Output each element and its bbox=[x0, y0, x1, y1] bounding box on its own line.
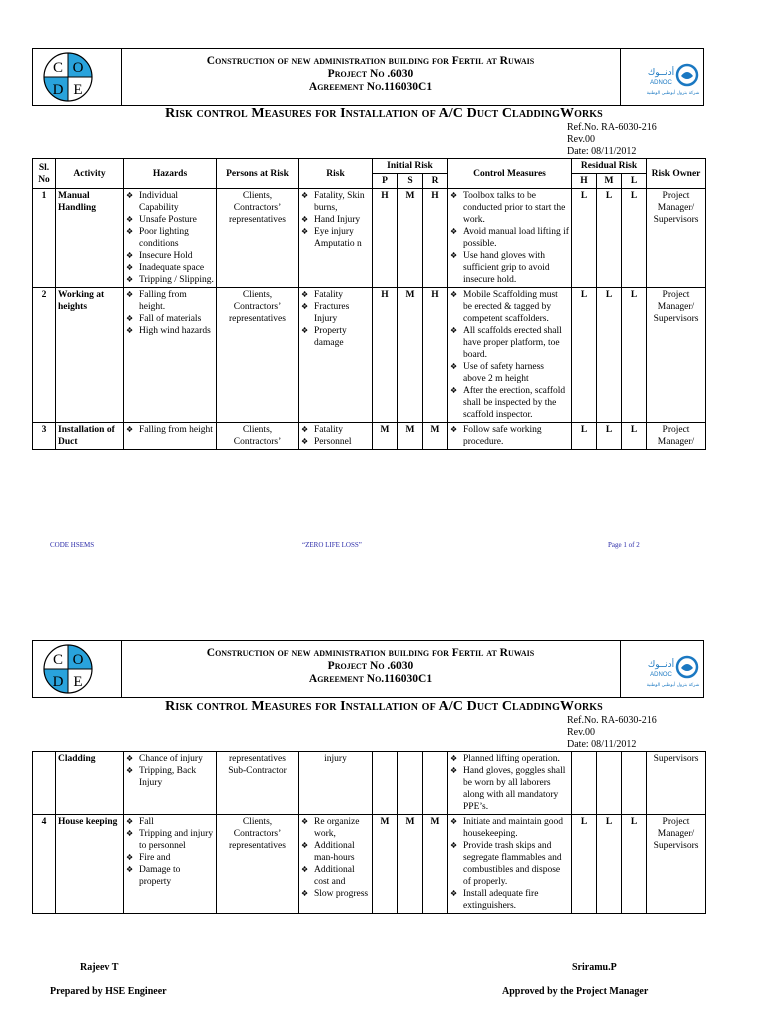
logo-letter-c: C bbox=[52, 60, 64, 76]
agreement-number: Agreement No.116030C1 bbox=[308, 81, 433, 93]
cell-residual-m: L bbox=[597, 423, 622, 450]
header-p: P bbox=[373, 174, 398, 189]
cell-activity: Manual Handling bbox=[56, 189, 124, 288]
code-logo-cell bbox=[33, 641, 122, 697]
bullet-item: ❖ Falling from height bbox=[126, 424, 214, 436]
cell-risk bbox=[299, 815, 373, 914]
bullet-item: ❖ Avoid manual load lifting if possible. bbox=[450, 226, 569, 250]
bullet-item: ❖ Re organize work, bbox=[301, 816, 370, 840]
header-persons-at-risk: Persons at Risk bbox=[217, 159, 299, 189]
cell-risk: injury bbox=[299, 752, 373, 815]
document-meta-2 bbox=[567, 715, 657, 751]
footer-page-number: Page 1 of 2 bbox=[608, 541, 640, 549]
adnoc-logo-cell bbox=[621, 641, 705, 697]
header-risk: Risk bbox=[299, 159, 373, 189]
cell-initial-r bbox=[423, 752, 448, 815]
ref-number: Ref.No. RA-6030-216 bbox=[567, 122, 657, 133]
prepared-by-name: Rajeev T bbox=[80, 962, 119, 973]
bullet-item: ❖ Hand gloves, goggles shall be worn by all laborers along with all mandatory PPE’s. bbox=[450, 765, 569, 813]
bullet-item: ❖ Insecure Hold bbox=[126, 250, 214, 262]
header-risk-owner: Risk Owner bbox=[647, 159, 706, 189]
adnoc-subtitle: شركة بترول أبوظبي الوطنية bbox=[646, 91, 700, 96]
cell-residual-m bbox=[597, 752, 622, 815]
bullet-item: ❖ After the erection, scaffold shall be inspected by the scaffold inspector. bbox=[450, 385, 569, 421]
project-number: Project No .6030 bbox=[327, 660, 414, 672]
cell-hazards bbox=[124, 752, 217, 815]
cell-initial-s bbox=[398, 752, 423, 815]
bullet-item: ❖ Individual Capability bbox=[126, 190, 214, 214]
cell-persons-at-risk: Clients, Contractors’ representatives bbox=[217, 288, 299, 423]
header-initial-risk: Initial Risk bbox=[373, 159, 448, 174]
cell-residual-h: L bbox=[572, 815, 597, 914]
bullet-item: ❖ Fractures Injury bbox=[301, 301, 370, 325]
bullet-item: ❖ Initiate and maintain good housekeeping. bbox=[450, 816, 569, 840]
cell-sl-no bbox=[33, 752, 56, 815]
bullet-item: ❖ Additional man-hours bbox=[301, 840, 370, 864]
revision: Rev.00 bbox=[567, 134, 595, 145]
adnoc-arabic: أدنــوك bbox=[647, 68, 675, 78]
prepared-by-label: Prepared by HSE Engineer bbox=[50, 986, 167, 997]
bullet-item: ❖ High wind hazards bbox=[126, 325, 214, 337]
cell-activity: Cladding bbox=[56, 752, 124, 815]
logo-letter-c: C bbox=[52, 652, 64, 668]
cell-initial-s: M bbox=[398, 288, 423, 423]
logo-letter-e: E bbox=[73, 82, 83, 98]
bullet-item: ❖ Fire and bbox=[126, 852, 214, 864]
cell-residual-l: L bbox=[622, 815, 647, 914]
cell-initial-p bbox=[373, 752, 398, 815]
cell-sl-no: 1 bbox=[33, 189, 56, 288]
cell-persons-at-risk: representatives Sub-Contractor bbox=[217, 752, 299, 815]
cell-persons-at-risk: Clients, Contractors’ representatives bbox=[217, 815, 299, 914]
bullet-item: ❖ Tripping and injury to personnel bbox=[126, 828, 214, 852]
logo-letter-o: O bbox=[72, 60, 84, 76]
table-row bbox=[33, 815, 706, 914]
cell-initial-p: M bbox=[373, 815, 398, 914]
bullet-item: ❖ Tripping, Back Injury bbox=[126, 765, 214, 789]
bullet-item: ❖ Property damage bbox=[301, 325, 370, 349]
document-title: Risk control Measures for Installation of A/C Duct CladdingWorks bbox=[165, 106, 603, 121]
footer-center: “ZERO LIFE LOSS” bbox=[302, 541, 362, 549]
document-title-2: Risk control Measures for Installation of A/C Duct CladdingWorks bbox=[165, 699, 603, 714]
cell-residual-l: L bbox=[622, 288, 647, 423]
bullet-item: ❖ Eye injury Amputatio n bbox=[301, 226, 370, 250]
cell-risk-owner: Project Manager/ Supervisors bbox=[647, 288, 706, 423]
cell-initial-p: M bbox=[373, 423, 398, 450]
cell-initial-r: H bbox=[423, 189, 448, 288]
cell-risk-owner: Project Manager/ bbox=[647, 423, 706, 450]
adnoc-arabic: أدنــوك bbox=[647, 660, 675, 670]
bullet-item: ❖ Inadequate space bbox=[126, 262, 214, 274]
project-title: Construction of new administration building for Fertil at Ruwais bbox=[206, 55, 535, 67]
bullet-item: ❖ Follow safe working procedure. bbox=[450, 424, 569, 448]
bullet-item: ❖ Use hand gloves with sufficient grip to avoid insecure hold. bbox=[450, 250, 569, 286]
project-title: Construction of new administration building for Fertil at Ruwais bbox=[206, 647, 535, 659]
bullet-item: ❖ Fall of materials bbox=[126, 313, 214, 325]
cell-residual-l bbox=[622, 752, 647, 815]
bullet-item: ❖ Install adequate fire extinguishers. bbox=[450, 888, 569, 912]
cell-control-measures bbox=[448, 752, 572, 815]
cell-initial-s: M bbox=[398, 189, 423, 288]
adnoc-logo bbox=[621, 641, 705, 697]
cell-residual-m: L bbox=[597, 815, 622, 914]
bullet-item: ❖ Toolbox talks to be conducted prior to start the work. bbox=[450, 190, 569, 226]
header-hazards: Hazards bbox=[124, 159, 217, 189]
logo-letter-e: E bbox=[73, 674, 83, 690]
cell-initial-s: M bbox=[398, 815, 423, 914]
bullet-item: ❖ All scaffolds erected shall have proper platform, toe board. bbox=[450, 325, 569, 361]
bullet-item: ❖ Damage to property bbox=[126, 864, 214, 888]
bullet-item: ❖ Personnel bbox=[301, 436, 370, 448]
cell-activity: Working at heights bbox=[56, 288, 124, 423]
bullet-item: ❖ Falling from height. bbox=[126, 289, 214, 313]
cell-persons-at-risk: Clients, Contractors’ bbox=[217, 423, 299, 450]
bullet-item: ❖ Hand Injury bbox=[301, 214, 370, 226]
cell-activity: House keeping bbox=[56, 815, 124, 914]
document-header-2 bbox=[32, 640, 704, 698]
cell-sl-no: 3 bbox=[33, 423, 56, 450]
cell-residual-h: L bbox=[572, 288, 597, 423]
project-title-cell bbox=[121, 641, 621, 697]
logo-letter-d: D bbox=[52, 82, 64, 98]
cell-residual-h: L bbox=[572, 423, 597, 450]
bullet-item: ❖ Fatality bbox=[301, 424, 370, 436]
cell-activity: Installation of Duct bbox=[56, 423, 124, 450]
cell-initial-r: M bbox=[423, 423, 448, 450]
cell-initial-s: M bbox=[398, 423, 423, 450]
logo-letter-d: D bbox=[52, 674, 64, 690]
cell-initial-p: H bbox=[373, 288, 398, 423]
cell-residual-h bbox=[572, 752, 597, 815]
cell-persons-at-risk: Clients, Contractors’ representatives bbox=[217, 189, 299, 288]
header-residual-risk: Residual Risk bbox=[572, 159, 647, 174]
cell-initial-r: M bbox=[423, 815, 448, 914]
cell-residual-m: L bbox=[597, 189, 622, 288]
bullet-item: ❖ Unsafe Posture bbox=[126, 214, 214, 226]
cell-hazards bbox=[124, 815, 217, 914]
agreement-number: Agreement No.116030C1 bbox=[308, 673, 433, 685]
header-sl-no: Sl. No bbox=[33, 159, 56, 189]
cell-initial-r: H bbox=[423, 288, 448, 423]
risk-table-page-2 bbox=[32, 751, 706, 914]
revision: Rev.00 bbox=[567, 727, 595, 738]
cell-residual-l: L bbox=[622, 189, 647, 288]
logo-letter-o: O bbox=[72, 652, 84, 668]
header-control-measures: Control Measures bbox=[448, 159, 572, 189]
cell-sl-no: 2 bbox=[33, 288, 56, 423]
bullet-item: ❖ Use of safety harness above 2 m height bbox=[450, 361, 569, 385]
bullet-item: ❖ Slow progress bbox=[301, 888, 370, 900]
footer-left: CODE HSEMS bbox=[50, 541, 95, 549]
code-logo bbox=[43, 644, 93, 694]
cell-sl-no: 4 bbox=[33, 815, 56, 914]
cell-risk-owner: Supervisors bbox=[647, 752, 706, 815]
header-l: L bbox=[622, 174, 647, 189]
header-m: M bbox=[597, 174, 622, 189]
cell-residual-l: L bbox=[622, 423, 647, 450]
header-h: H bbox=[572, 174, 597, 189]
bullet-item: ❖ Poor lighting conditions bbox=[126, 226, 214, 250]
ref-number: Ref.No. RA-6030-216 bbox=[567, 715, 657, 726]
cell-control-measures bbox=[448, 815, 572, 914]
cell-residual-h: L bbox=[572, 189, 597, 288]
cell-initial-p: H bbox=[373, 189, 398, 288]
header-activity: Activity bbox=[56, 159, 124, 189]
bullet-item: ❖ Mobile Scaffolding must be erected & tagged by competent scaffolders. bbox=[450, 289, 569, 325]
project-number: Project No .6030 bbox=[327, 68, 414, 80]
bullet-item: ❖ Fatality bbox=[301, 289, 370, 301]
approved-by-name: Sriramu.P bbox=[572, 962, 617, 973]
cell-risk-owner: Project Manager/ Supervisors bbox=[647, 815, 706, 914]
adnoc-name: ADNOC bbox=[650, 672, 672, 678]
date: Date: 08/11/2012 bbox=[567, 739, 637, 750]
table-row bbox=[33, 752, 706, 815]
cell-risk-owner: Project Manager/ Supervisors bbox=[647, 189, 706, 288]
bullet-item: ❖ Tripping / Slipping. bbox=[126, 274, 214, 286]
cell-residual-m: L bbox=[597, 288, 622, 423]
bullet-item: ❖ Fall bbox=[126, 816, 214, 828]
bullet-item: ❖ Planned lifting operation. bbox=[450, 753, 569, 765]
bullet-item: ❖ Additional cost and bbox=[301, 864, 370, 888]
header-s: S bbox=[398, 174, 423, 189]
bullet-item: ❖ Fatality, Skin burns, bbox=[301, 190, 370, 214]
adnoc-subtitle: شركة بترول أبوظبي الوطنية bbox=[646, 683, 700, 688]
bullet-item: ❖ Chance of injury bbox=[126, 753, 214, 765]
date: Date: 08/11/2012 bbox=[567, 146, 637, 157]
bullet-item: ❖ Provide trash skips and segregate flammables and combustibles and dispose of properly. bbox=[450, 840, 569, 888]
adnoc-name: ADNOC bbox=[650, 80, 672, 86]
header-r: R bbox=[423, 174, 448, 189]
approved-by-label: Approved by the Project Manager bbox=[502, 986, 649, 997]
